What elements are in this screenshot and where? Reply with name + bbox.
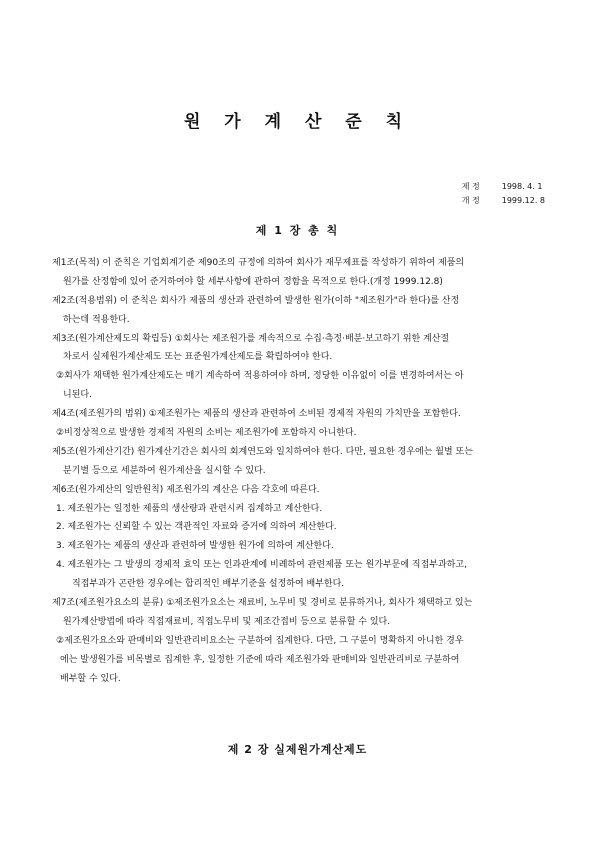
article-text-line: 제7조(제조원가요소의 분류) ①제조원가요소는 재료비, 노무비 및 경비로 분류하거나, 회사가 채택하고 있는 xyxy=(52,598,473,609)
article-text-line: ②회사가 채택한 원가계산제도는 매기 계속하여 적용하여야 하며, 정당한 이유없이 이를 변경하여서는 아 xyxy=(56,371,464,382)
article-text-line: ②제조원가요소와 판매비와 일반관리비요소는 구분하여 집계한다. 다만, 그 구분이 명확하지 아니한 경우 xyxy=(56,635,464,646)
article-text-line: 배부할 수 있다. xyxy=(60,673,121,684)
article-text-line: 니된다. xyxy=(63,390,92,401)
article-text-line: 직접부과가 곤란한 경우에는 합리적인 배부기준을 설정하여 배부한다. xyxy=(72,579,345,590)
chapter-2-heading: 제 2 장 실제원가계산제도 xyxy=(227,743,368,756)
chapter-1-heading: 제 1 장 총 칙 xyxy=(255,224,340,237)
article-text-line: 차로서 실제원가계산제도 또는 표준원가계산제도를 확립하여야 한다. xyxy=(63,352,333,363)
enactment-label: 제 정 xyxy=(461,182,480,191)
amendment-label: 개 정 xyxy=(461,196,480,205)
article-text-line: 제1조(목적) 이 준칙은 기업회계기준 제90조의 규정에 의하여 회사가 재무제표를 작성하기 위하여 제품의 xyxy=(52,258,465,268)
article-text-line: 제6조(원가계산의 일반원칙) 제조원가의 계산은 다음 각호에 따른다. xyxy=(52,484,320,495)
article-text-line: 제4조(제조원가의 범위) ①제조원가는 제품의 생산과 관련하여 소비된 경제적 자원의 가치만을 포함한다. xyxy=(52,409,461,420)
article-text-line: 에는 발생원가를 비목별로 집계한 후, 일정한 기준에 따라 제조원가와 판매비와 일반관리비로 구분하여 xyxy=(60,654,460,665)
enactment-date: 1998. 4. 1 xyxy=(501,182,543,191)
article-body xyxy=(52,254,546,688)
article-text-line: 원가를 산정함에 있어 준거하여야 할 세부사항에 관하여 정함을 목적으로 한다.(개정 1999.12.8) xyxy=(63,276,443,287)
enactment-date-row xyxy=(462,180,545,194)
article-text-line: 4. 제조원가는 그 발생의 경제적 효익 또는 인과관계에 비례하여 관련제품 또는 원가부문에 직접부과하고, xyxy=(56,560,467,571)
article-text-line: ②비정상적으로 발생한 경제적 자원의 소비는 제조원가에 포함하지 아니한다. xyxy=(56,428,357,439)
article-text-line: 원가계산방법에 따라 직접재료비, 직접노무비 및 제조간접비 등으로 분류할 수 있다. xyxy=(63,616,391,627)
article-text-line: 하는데 적용한다. xyxy=(63,314,130,325)
amendment-date: 1999.12. 8 xyxy=(501,196,545,205)
article-text-line: 1. 제조원가는 일정한 제품의 생산량과 관련시켜 집계하고 계산한다. xyxy=(56,503,323,514)
article-text-line: 2. 제조원가는 신뢰할 수 있는 객관적인 자료와 증거에 의하여 계산한다. xyxy=(56,522,337,533)
document-title: 원 가 계 산 준 칙 xyxy=(183,112,412,132)
article-text-line: 분기별 등으로 세분하여 원가계산을 실시할 수 있다. xyxy=(63,465,266,476)
amendment-date-row xyxy=(462,194,545,208)
article-text-line: 제2조(적용범위) 이 준칙은 회사가 제품의 생산과 관련하여 발생한 원가(이하 "제조원가"라 한다)를 산정 xyxy=(52,295,460,306)
article-text-line: 제5조(원가계산기간) 원가계산기간은 회사의 회계연도와 일치하여야 한다. 다만, 필요한 경우에는 월별 또는 xyxy=(52,446,473,457)
article-text-line: 3. 제조원가는 제품의 생산과 관련하여 발생한 원가에 의하여 계산한다. xyxy=(56,541,334,552)
article-text-line: 제3조(원가계산제도의 확립등) ①회사는 제조원가를 계속적으로 수집·측정·배분·보고하기 위한 계산절 xyxy=(52,333,450,344)
revision-dates xyxy=(462,180,545,208)
